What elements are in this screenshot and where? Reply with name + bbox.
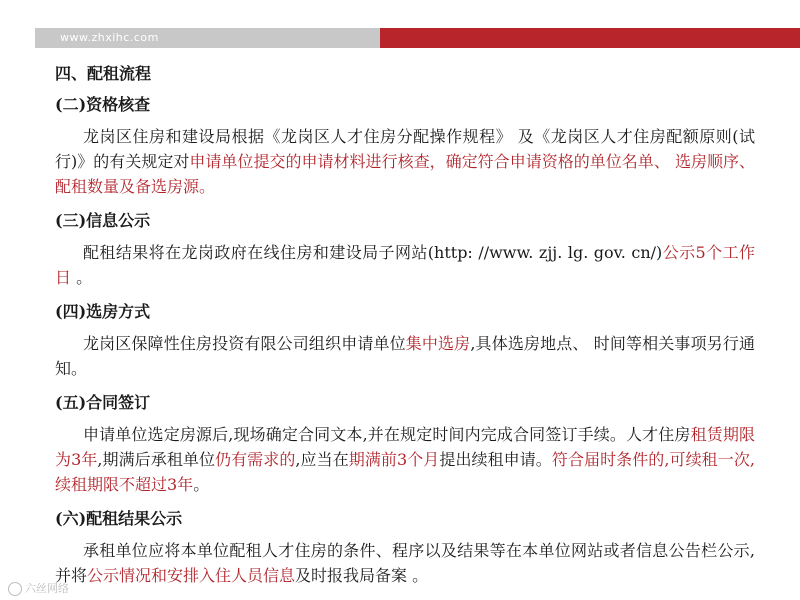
header-url: www.zhxihc.com [60, 31, 159, 44]
section-body-publicity: 配租结果将在龙岗政府在线住房和建设局子网站(http: //www. zjj. lg. gov. cn/)公示5个工作日 。 [55, 243, 755, 287]
watermark: 六丝网络 [8, 580, 69, 596]
slide-content [55, 62, 755, 598]
section-heading-result-publicity: (六)配租结果公示 [55, 509, 183, 528]
slide-title: 四、配租流程 [55, 64, 152, 83]
section-heading-publicity: (三)信息公示 [55, 211, 151, 230]
section-heading-qualification: (二)资格核查 [55, 95, 151, 114]
section-heading-contract: (五)合同签订 [55, 393, 151, 412]
watermark-icon [8, 582, 22, 596]
section-heading-room-selection: (四)选房方式 [55, 302, 151, 321]
header-bar [0, 28, 800, 48]
section-body-room-selection: 龙岗区保障性住房投资有限公司组织申请单位集中选房,具体选房地点、 时间等相关事项另行通知。 [55, 334, 755, 378]
header-red-band [380, 28, 800, 48]
section-body-result-publicity: 承租单位应将本单位配租人才住房的条件、程序以及结果等在本单位网站或者信息公告栏公示,并将公示情况和安排入住人员信息及时报我局备案 。 [55, 541, 755, 585]
section-body-contract: 申请单位选定房源后,现场确定合同文本,并在规定时间内完成合同签订手续。人才住房租赁期限为3年,期满后承租单位仍有需求的,应当在期满前3个月提出续租申请。符合届时条件的,可续租一次,续租期限不超过3年。 [55, 425, 755, 494]
section-body-qualification: 龙岗区住房和建设局根据《龙岗区人才住房分配操作规程》 及《龙岗区人才住房配额原则(试行)》的有关规定对申请单位提交的申请材料进行核查，确定符合申请资格的单位名单、 选房顺序、 配租数量及备选房源。 [55, 127, 755, 196]
